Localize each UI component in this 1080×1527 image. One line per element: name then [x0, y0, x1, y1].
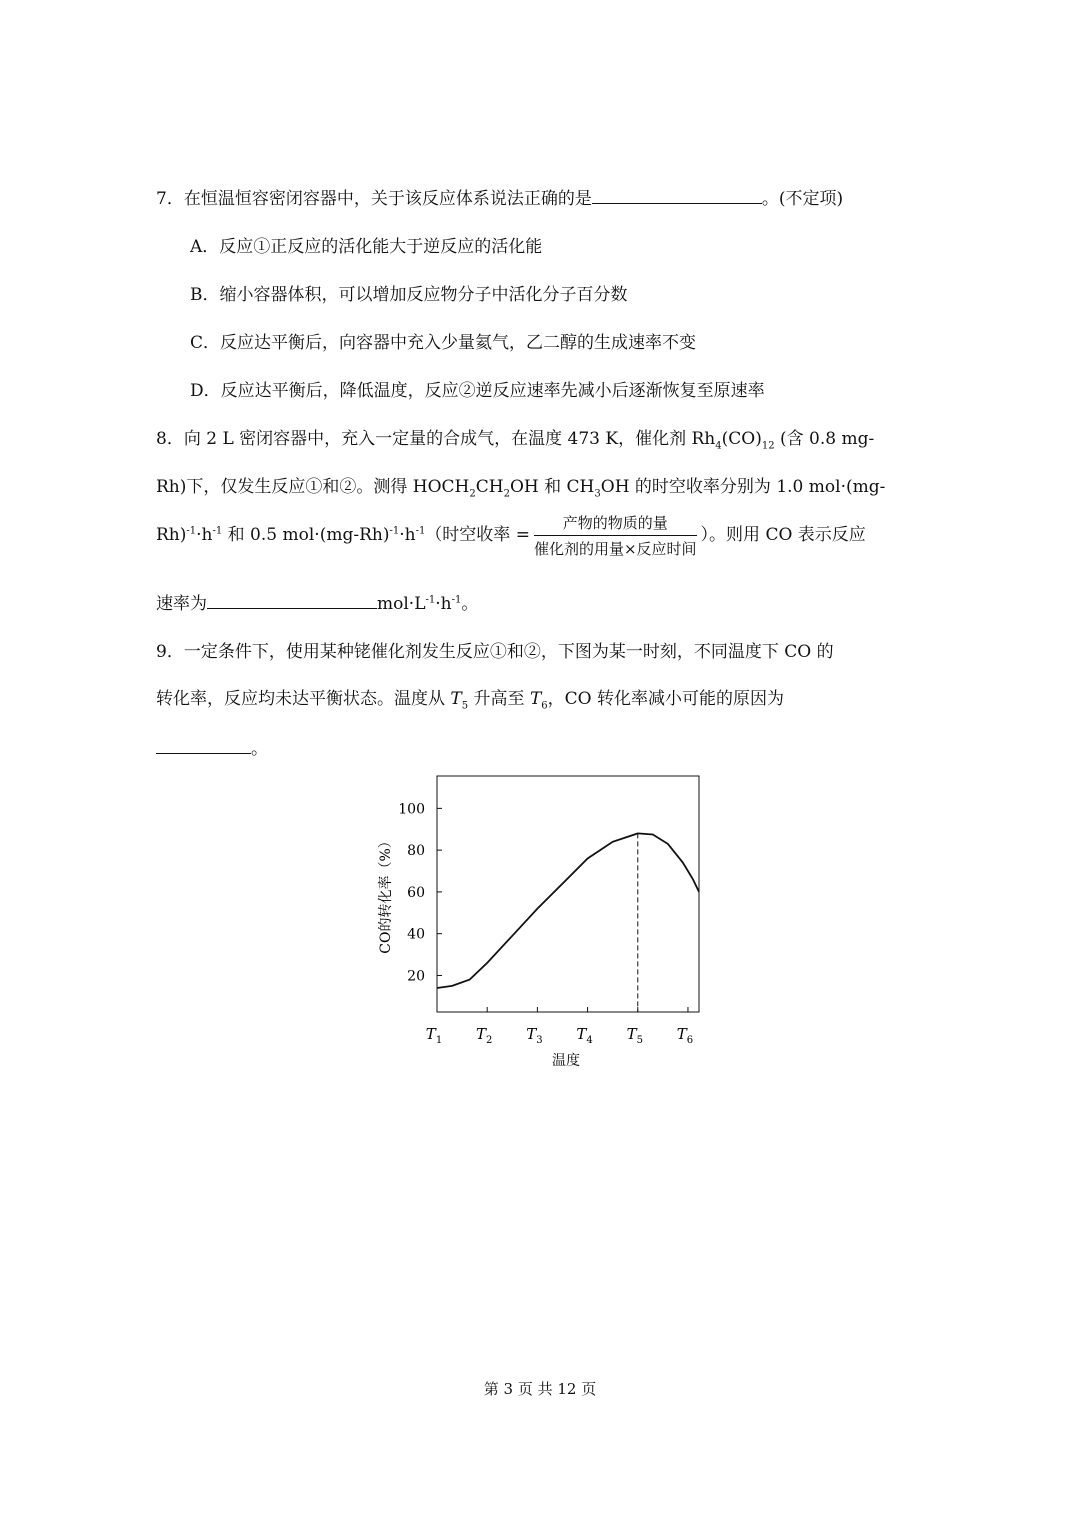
t: 12 — [761, 440, 775, 452]
t: (CO) — [721, 429, 762, 449]
t: 2 — [469, 488, 476, 500]
t: mol·L — [377, 594, 426, 614]
x-tick-label: $T_4$ — [576, 1025, 593, 1046]
option-a: A．反应①正反应的活化能大于逆反应的活化能 — [190, 237, 543, 257]
t: 4 — [715, 440, 722, 452]
x-tick-label: $T_1$ — [425, 1025, 443, 1046]
t: 转化率，反应均未达平衡状态。温度从 — [156, 689, 451, 709]
t: (含 0.8 mg- — [774, 429, 875, 449]
t: -1 — [425, 594, 436, 606]
question-9-line2 — [156, 684, 784, 711]
t: ，CO 转化率减小可能的原因为 — [547, 689, 785, 709]
question-8-line2 — [156, 472, 885, 499]
fraction-numerator: 产物的物质的量 — [534, 512, 697, 536]
question-7 — [156, 184, 843, 209]
question-8-line4 — [156, 589, 478, 614]
t: 速率为 — [156, 594, 207, 614]
answer-blank[interactable] — [592, 186, 762, 204]
y-tick-label: 80 — [407, 843, 425, 860]
t: ·h — [196, 525, 213, 545]
t: Rh) — [156, 525, 187, 545]
t: 3 — [594, 488, 601, 500]
t: Rh)下，仅发生反应①和②。测得 HOCH — [156, 477, 470, 497]
t: 2 — [503, 488, 510, 500]
y-tick-label: 40 — [407, 926, 425, 943]
x-tick-label: $T_2$ — [475, 1025, 493, 1046]
y-tick-label: 100 — [398, 801, 425, 818]
t: -1 — [186, 525, 197, 537]
fraction — [534, 512, 697, 559]
t: T — [529, 689, 542, 709]
t: 5 — [461, 700, 469, 712]
t: 和 0.5 mol·(mg-Rh) — [222, 525, 390, 545]
t: 6 — [541, 700, 548, 712]
answer-blank[interactable] — [207, 591, 377, 609]
co-conversion-chart — [370, 770, 710, 1080]
t: ·h — [435, 594, 452, 614]
question-8-line3 — [156, 512, 866, 559]
page-footer: 第 3 页 共 12 页 — [483, 1380, 597, 1398]
x-tick-label: $T_3$ — [526, 1025, 543, 1046]
option-b: B．缩小容器体积，可以增加反应物分子中活化分子百分数 — [190, 285, 628, 305]
t: （时空收率 = — [425, 525, 530, 545]
conversion-curve — [437, 833, 699, 988]
y-tick-label: 60 — [407, 884, 425, 901]
t: 升高至 — [468, 689, 530, 709]
t: OH 的时空收率分别为 1.0 mol·(mg- — [600, 477, 886, 497]
q7-tail: 。(不定项) — [761, 189, 844, 209]
t: 。 — [251, 739, 268, 759]
t: 。 — [461, 594, 479, 614]
t: OH 和 CH — [509, 477, 595, 497]
q7-stem: 7．在恒温恒容密闭容器中，关于该反应体系说法正确的是 — [156, 189, 592, 209]
option-c: C．反应达平衡后，向容器中充入少量氦气，乙二醇的生成速率不变 — [190, 333, 697, 353]
t: CH — [475, 477, 504, 497]
question-9-line1: 9．一定条件下，使用某种铑催化剂发生反应①和②，下图为某一时刻，不同温度下 CO 的 — [156, 642, 834, 662]
t: -1 — [415, 525, 426, 537]
x-axis-label: 温度 — [552, 1053, 580, 1069]
x-tick-label: $T_5$ — [626, 1025, 643, 1046]
question-8-line1 — [156, 424, 874, 451]
x-tick-label: $T_6$ — [676, 1025, 694, 1046]
t: 8．向 2 L 密闭容器中，充入一定量的合成气，在温度 473 K，催化剂 Rh — [156, 429, 716, 449]
y-axis-label: CO的转化率（%） — [378, 834, 394, 954]
t: ·h — [399, 525, 416, 545]
fraction-denominator: 催化剂的用量×反应时间 — [533, 540, 697, 558]
t: -1 — [389, 525, 400, 537]
question-9-line3 — [156, 734, 268, 759]
t: T — [450, 689, 462, 709]
t: ）。则用 CO 表示反应 — [700, 525, 866, 545]
option-d: D．反应达平衡后，降低温度，反应②逆反应速率先减小后逐渐恢复至原速率 — [190, 381, 765, 401]
t: -1 — [451, 594, 462, 606]
plot-frame — [437, 776, 699, 1012]
t: -1 — [212, 525, 223, 537]
answer-blank[interactable] — [156, 736, 251, 754]
y-tick-label: 20 — [407, 968, 425, 985]
